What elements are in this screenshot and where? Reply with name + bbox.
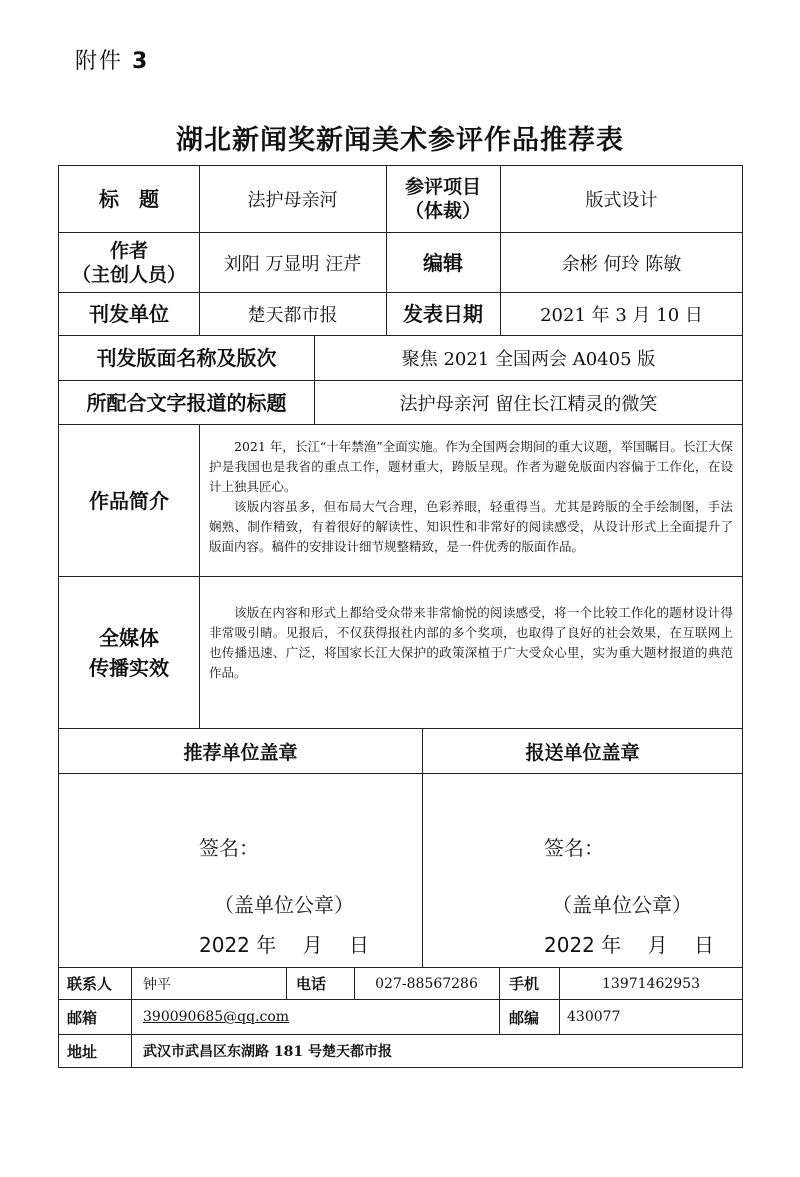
title-value: 法护母亲河 [247, 190, 338, 211]
summary-paragraph-2: 该版内容虽多，但布局大气合理，色彩养眼，轻重得当。尤其是跨版的全手绘制图，手法娴熟、制作精致，有着很好的解读性、知识性和非常好的阅读感受，从设计形式上全面提升了版面内容。稿件的安排设计细节规整精致，是一件优秀的版面作品。 [209, 499, 733, 554]
author-label [59, 233, 199, 292]
submit-stamp-area [422, 774, 743, 968]
summary-label: 作品简介 [89, 488, 169, 513]
zip-label: 邮编 [509, 1008, 540, 1027]
row-email [58, 999, 743, 1034]
recommend-stamp-header: 推荐单位盖章 [183, 741, 298, 764]
author-label-line2: （主创人员） [71, 263, 186, 286]
media-label-line1: 全媒体 [99, 625, 159, 650]
category-label-line1: 参评项目 [404, 176, 481, 198]
annex-prefix: 附件 [75, 49, 124, 74]
row-author [58, 232, 743, 292]
mobile-value: 13971462953 [602, 975, 700, 992]
email-value[interactable]: 390090685@qq.com [143, 1009, 290, 1025]
summary-paragraph-1: 2021 年，长江“十年禁渔”全面实施。作为全国两会期间的重大议题，举国瞩目。长江大保护是我国也是我省的重点工作，题材重大，跨版呈现。作者为避免版面内容偏于工作化，在设计上独具匠心。 [209, 439, 733, 494]
annex-number: 3 [132, 49, 150, 74]
media-label [59, 577, 199, 728]
row-stamp-headers [58, 728, 743, 773]
recommend-seal-label: （盖单位公章） [214, 893, 354, 917]
date-label: 发表日期 [403, 302, 483, 326]
author-label-line1: 作者 [109, 239, 148, 262]
recommend-stamp-area [59, 774, 422, 968]
submit-date-label: 2022 年 月 日 [544, 933, 714, 957]
media-text [209, 603, 733, 683]
editor-label: 编辑 [423, 250, 463, 275]
annex-label [75, 44, 149, 75]
editor-value: 余彬 何玲 陈敏 [561, 253, 682, 275]
author-value: 刘阳 万显明 汪芹 [223, 253, 362, 275]
row-contact [58, 967, 743, 999]
phone-label: 电话 [296, 975, 327, 993]
contact-label: 联系人 [67, 975, 113, 993]
row-page [58, 335, 743, 380]
media-label-line2: 传播实效 [89, 655, 169, 680]
recommend-date-label: 2022 年 月 日 [199, 933, 369, 957]
row-article [58, 380, 743, 424]
media-body [199, 577, 743, 728]
row-publisher [58, 292, 743, 335]
row-stamp-areas [58, 773, 743, 967]
media-paragraph-1: 该版在内容和形式上都给受众带来非常愉悦的阅读感受，将一个比较工作化的题材设计得非常吸引睛。见报后，不仅获得报社内部的多个奖项，也取得了良好的社会效果，在互联网上也传播迅速、广泛，将国家长江大保护的政策深植于广大受众心里，实为重大题材报道的典范作品。 [209, 605, 733, 680]
page-value: 聚焦 2021 全国两会 A0405 版 [401, 349, 656, 370]
submit-seal-label: （盖单位公章） [552, 893, 692, 917]
page-label: 刊发版面名称及版次 [96, 346, 277, 370]
category-value: 版式设计 [585, 190, 658, 211]
category-label [386, 166, 500, 232]
category-label-line2: （体裁） [404, 200, 481, 222]
publisher-value: 楚天都市报 [247, 305, 338, 326]
contact-value: 钟平 [143, 976, 171, 993]
summary-body [199, 425, 743, 576]
zip-value: 430077 [567, 1009, 621, 1025]
address-label: 地址 [67, 1042, 98, 1061]
submit-stamp-header: 报送单位盖章 [525, 741, 640, 764]
phone-value: 027-88567286 [375, 975, 478, 992]
recommend-sign-label: 签名： [199, 836, 259, 860]
mobile-label: 手机 [509, 975, 540, 993]
submit-sign-label: 签名： [544, 836, 604, 860]
date-value: 2021 年 3 月 10 日 [540, 305, 703, 326]
form-title: 湖北新闻奖新闻美术参评作品推荐表 [176, 125, 624, 156]
row-media [58, 576, 743, 728]
row-title [58, 165, 743, 232]
summary-text [209, 437, 733, 557]
row-address [58, 1034, 743, 1068]
row-summary [58, 424, 743, 576]
publisher-label: 刊发单位 [89, 302, 169, 326]
email-label: 邮箱 [67, 1008, 98, 1027]
article-value: 法护母亲河 留住长江精灵的微笑 [399, 393, 658, 415]
title-label: 标 题 [99, 187, 159, 211]
article-label: 所配合文字报道的标题 [86, 390, 287, 415]
address-value: 武汉市武昌区东湖路 181 号楚天都市报 [143, 1044, 392, 1060]
